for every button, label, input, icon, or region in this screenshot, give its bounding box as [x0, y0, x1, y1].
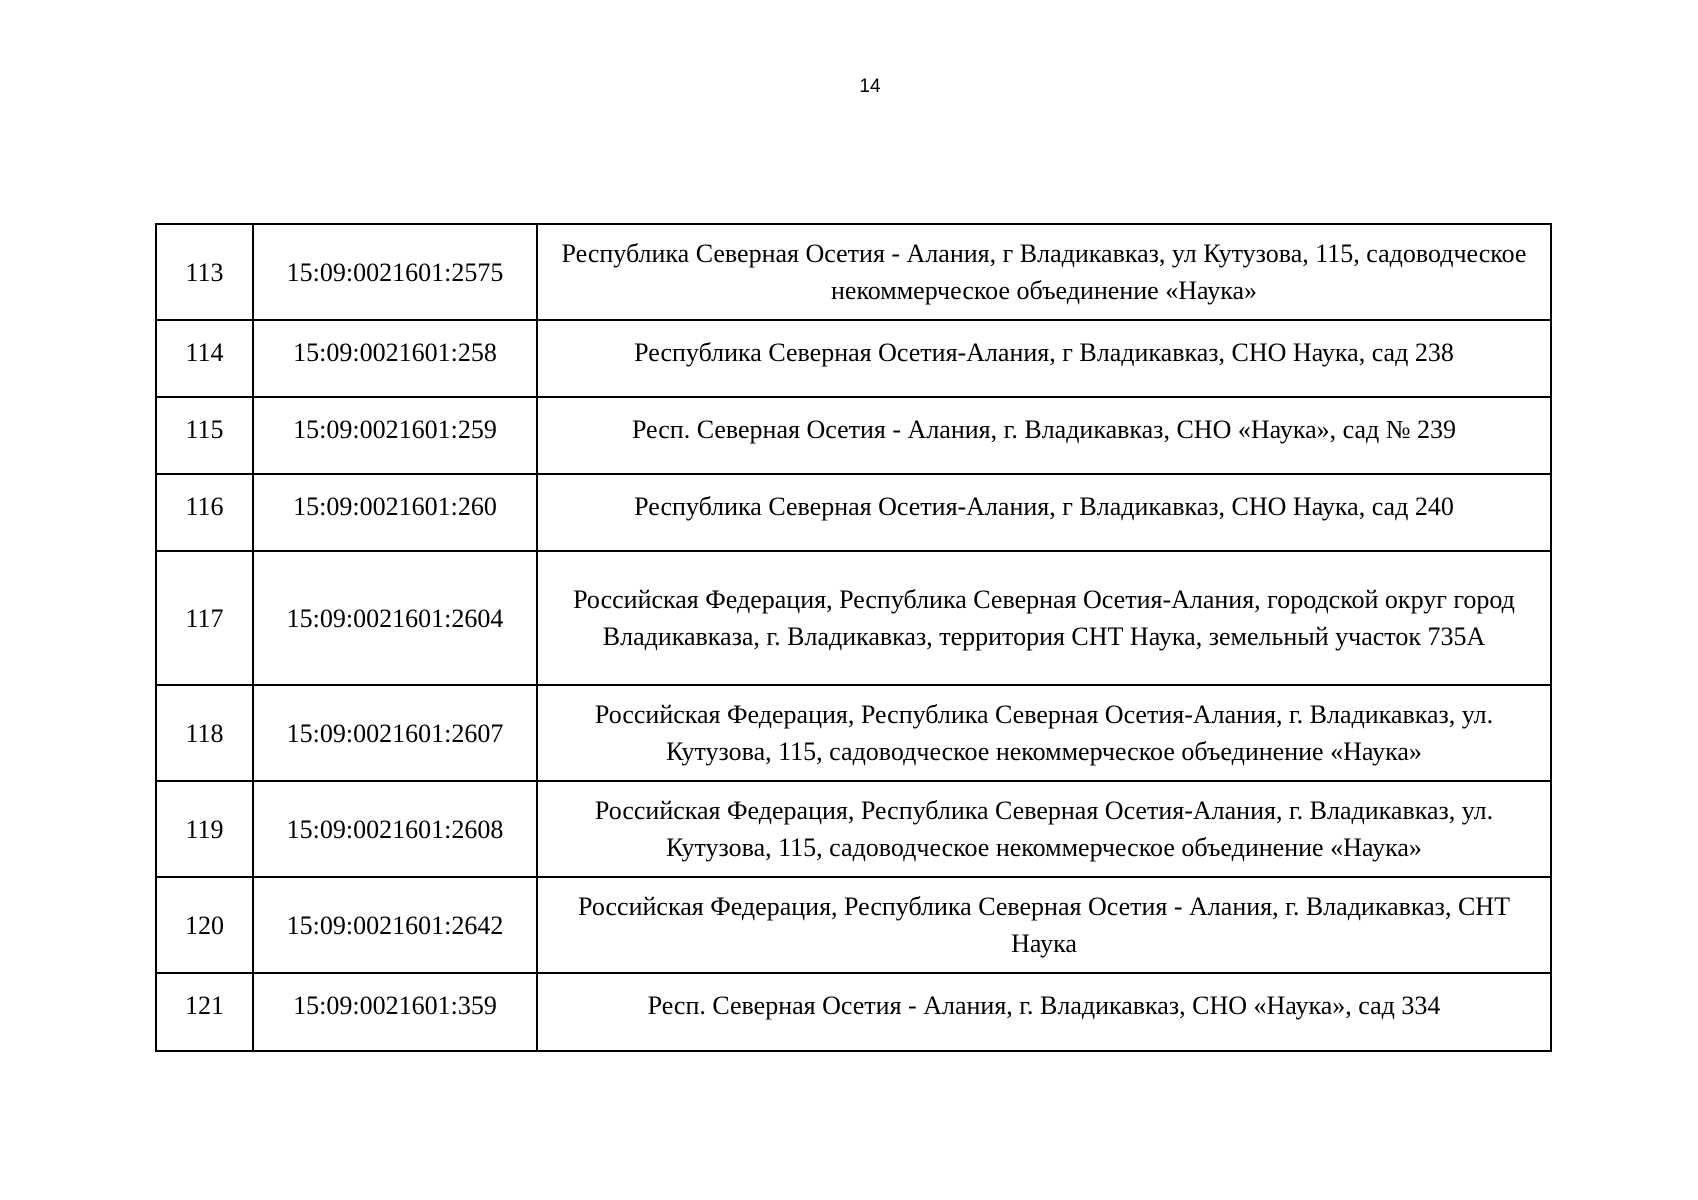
row-number-cell: 119: [156, 781, 253, 877]
row-number-cell: 121: [156, 973, 253, 1051]
cadastral-number-cell: 15:09:0021601:359: [253, 973, 537, 1051]
page-number: 14: [859, 76, 881, 97]
cadastral-number-cell: 15:09:0021601:2604: [253, 551, 537, 685]
address-cell: Республика Северная Осетия-Алания, г Владикавказ, СНО Наука, сад 238: [537, 320, 1551, 397]
address-cell: Российская Федерация, Республика Северная Осетия-Алания, городской округ город Владикавказа, г. Владикавказ, территория СНТ Наука, земельный участок 735А: [537, 551, 1551, 685]
cadastral-number-cell: 15:09:0021601:259: [253, 397, 537, 474]
address-cell: Респ. Северная Осетия - Алания, г. Владикавказ, СНО «Наука», сад 334: [537, 973, 1551, 1051]
cadastral-number-cell: 15:09:0021601:2642: [253, 877, 537, 973]
parcel-table: [155, 223, 1552, 1052]
address-cell: Респ. Северная Осетия - Алания, г. Владикавказ, СНО «Наука», сад № 239: [537, 397, 1551, 474]
row-number-cell: 118: [156, 685, 253, 781]
address-cell: Российская Федерация, Республика Северная Осетия-Алания, г. Владикавказ, ул. Кутузова, 115, садоводческое некоммерческое объединение «Наука»: [537, 685, 1551, 781]
cadastral-number-cell: 15:09:0021601:260: [253, 474, 537, 551]
table-row: [156, 224, 1551, 320]
cadastral-number-cell: 15:09:0021601:2607: [253, 685, 537, 781]
table-row: [156, 781, 1551, 877]
address-cell: Российская Федерация, Республика Северная Осетия - Алания, г. Владикавказ, СНТ Наука: [537, 877, 1551, 973]
row-number-cell: 115: [156, 397, 253, 474]
address-cell: Республика Северная Осетия - Алания, г Владикавказ, ул Кутузова, 115, садоводческое некоммерческое объединение «Наука»: [537, 224, 1551, 320]
table-row: [156, 397, 1551, 474]
row-number-cell: 116: [156, 474, 253, 551]
table-row: [156, 877, 1551, 973]
address-cell: Республика Северная Осетия-Алания, г Владикавказ, СНО Наука, сад 240: [537, 474, 1551, 551]
table-row: [156, 320, 1551, 397]
table-row: [156, 685, 1551, 781]
row-number-cell: 120: [156, 877, 253, 973]
cadastral-number-cell: 15:09:0021601:2608: [253, 781, 537, 877]
table-row: [156, 474, 1551, 551]
row-number-cell: 113: [156, 224, 253, 320]
row-number-cell: 114: [156, 320, 253, 397]
cadastral-number-cell: 15:09:0021601:2575: [253, 224, 537, 320]
address-cell: Российская Федерация, Республика Северная Осетия-Алания, г. Владикавказ, ул. Кутузова, 115, садоводческое некоммерческое объединение «Наука»: [537, 781, 1551, 877]
cadastral-number-cell: 15:09:0021601:258: [253, 320, 537, 397]
table-row: [156, 973, 1551, 1051]
row-number-cell: 117: [156, 551, 253, 685]
table-row: [156, 551, 1551, 685]
